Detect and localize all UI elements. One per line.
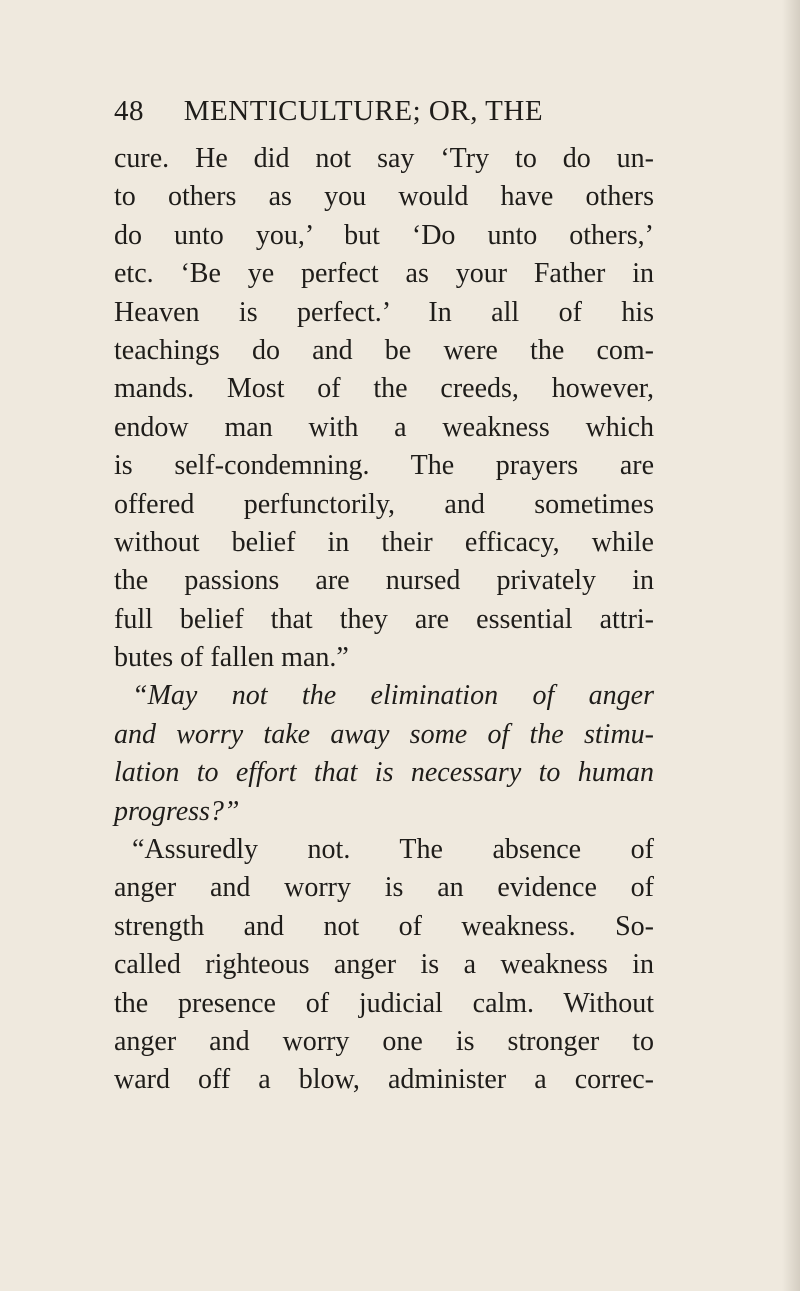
question-line: “May not the elimination of anger <box>132 680 654 712</box>
question-line: progress?” <box>114 795 240 827</box>
text-line: strength and not of weakness. So- <box>114 910 654 942</box>
text-line: ward off a blow, administer a correc- <box>114 1064 654 1096</box>
running-header <box>114 94 674 128</box>
text-line: offered perfunctorily, and sometimes <box>114 488 654 520</box>
page-number: 48 <box>114 95 144 127</box>
running-title: MENTICULTURE; OR, THE <box>183 95 544 127</box>
text-line: full belief that they are essential attri- <box>114 603 654 635</box>
text-line: butes of fallen man.” <box>114 642 349 674</box>
text-line: the passions are nursed privately in <box>114 565 654 597</box>
text-line: do unto you,’ but ‘Do unto others,’ <box>114 219 654 251</box>
text-line: Heaven is perfect.’ In all of his <box>114 296 654 328</box>
text-line: “Assuredly not. The absence of <box>132 834 654 866</box>
body-text <box>114 140 654 1100</box>
page-edge-shadow <box>782 0 800 1291</box>
text-line: the presence of judicial calm. Without <box>114 987 654 1019</box>
text-line: called righteous anger is a weakness in <box>114 949 654 981</box>
text-line: is self-condemning. The prayers are <box>114 450 654 482</box>
text-line: without belief in their efficacy, while <box>114 526 654 558</box>
question-line: lation to effort that is necessary to human <box>114 757 654 789</box>
text-line: cure. He did not say ‘Try to do un- <box>114 143 654 174</box>
text-line: teachings do and be were the com- <box>114 334 654 366</box>
question-line: and worry take away some of the stimu- <box>114 718 654 750</box>
text-line: mands. Most of the creeds, however, <box>114 373 654 405</box>
text-line: etc. ‘Be ye perfect as your Father in <box>114 258 654 290</box>
text-line: to others as you would have others <box>114 181 654 213</box>
text-line: anger and worry is an evidence of <box>114 872 654 904</box>
text-line: anger and worry one is stronger to <box>114 1025 654 1057</box>
text-line: endow man with a weakness which <box>114 411 654 443</box>
